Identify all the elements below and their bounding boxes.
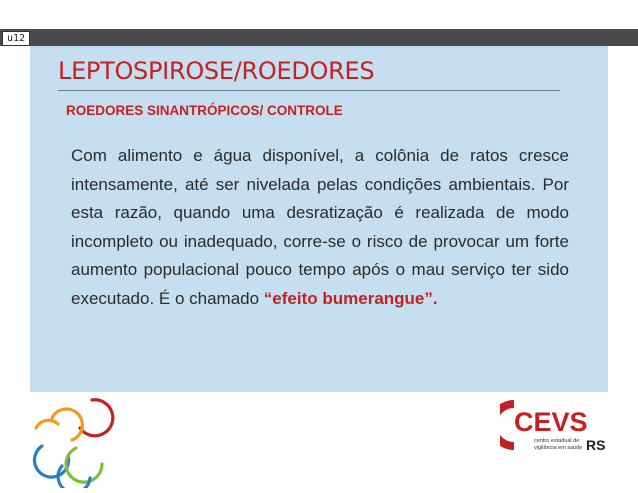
cevs-logo bbox=[500, 400, 610, 460]
section-subtitle: ROEDORES SINANTRÓPICOS/ CONTROLE bbox=[66, 103, 343, 118]
cevs-line2: vigilância em saúde bbox=[534, 445, 583, 451]
cevs-line1: centro estadual de bbox=[534, 438, 580, 444]
body-paragraph bbox=[71, 142, 569, 314]
emphasis-text: “efeito bumerangue”. bbox=[263, 288, 438, 308]
cevs-state: RS bbox=[586, 437, 606, 453]
title-divider bbox=[58, 90, 560, 91]
ring-blue bbox=[35, 446, 69, 477]
ring-orange-small bbox=[36, 420, 58, 428]
ring-blue-lower bbox=[58, 466, 90, 488]
slide-number-tag: u12 bbox=[2, 31, 30, 46]
top-bar bbox=[0, 29, 638, 46]
page-title: LEPTOSPIROSE/ROEDORES bbox=[58, 57, 375, 85]
ring-green bbox=[66, 448, 102, 482]
cevs-wordmark: CEVS bbox=[514, 407, 588, 437]
ring-red bbox=[80, 400, 113, 436]
decorative-rings-logo bbox=[32, 388, 127, 488]
paragraph-text: Com alimento e água disponível, a colônia de ratos cresce intensamente, até ser nivelada pelas condições ambientais. Por esta razão, quando uma desratização é realizada de modo incompleto ou inadequado, corre-se o risco de provocar um forte aumento populacional pouco tempo após o mau serviço ter sido executado. É o chamado bbox=[71, 146, 569, 308]
cevs-arc-icon bbox=[500, 404, 514, 446]
